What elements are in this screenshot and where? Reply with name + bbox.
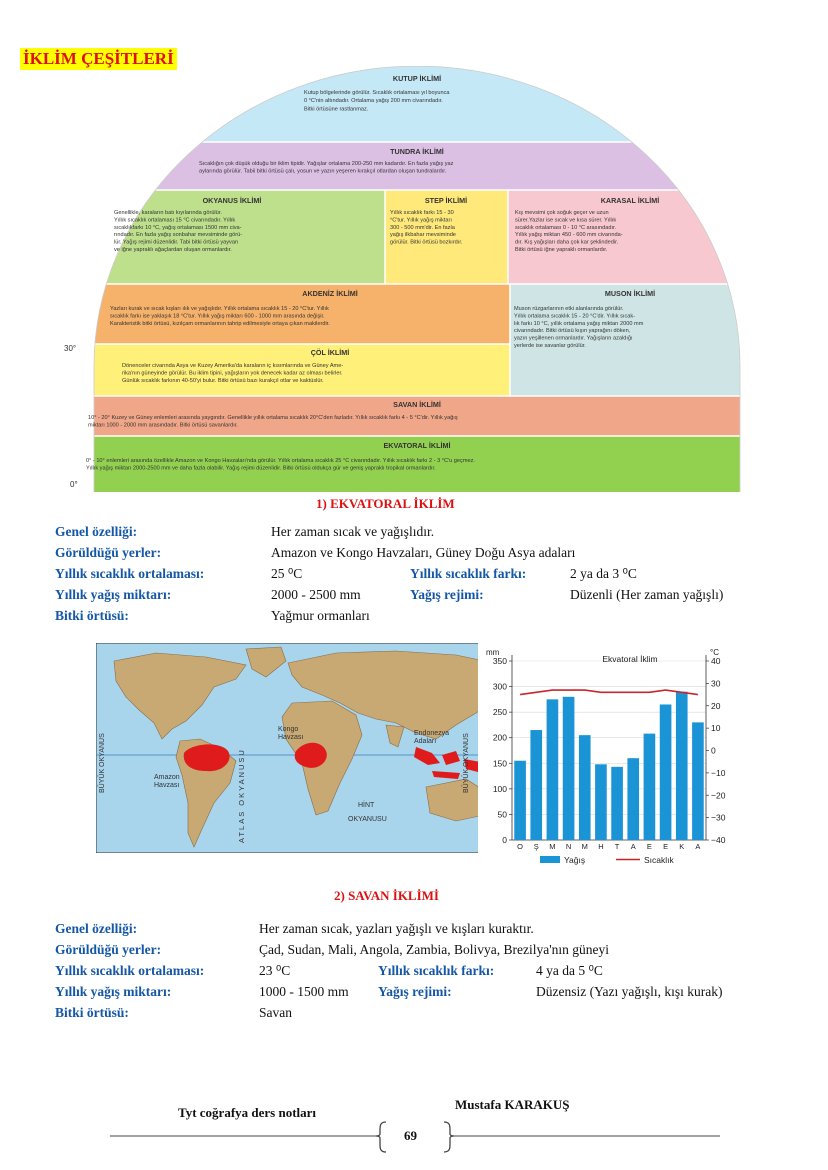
lat-label-0: 0° [70,480,78,489]
bar-yagis-10 [676,692,688,840]
world-map [96,643,500,853]
s2-sicaklik-value: 23 ⁰C [259,963,291,978]
zone-text-1-0: Sıcaklığın çok düşük olduğu bir iklim tipidir. Yağışlar ortalama 200-250 mm kadardır. En fazla yağış yaz [199,161,454,167]
zone-text-0-2: Bitki örtüsüne rastlanmaz. [304,106,369,113]
s2-rejim-value: Düzensiz (Yazı yağışlı, kışı kurak) [536,984,723,999]
amazon-region [184,744,230,771]
zone-text-3-3: yağış ilkbahar mevsiminde [390,232,456,239]
footer-author: Mustafa KARAKUŞ [455,1097,570,1112]
footer-course-name: Tyt coğrafya ders notları [178,1105,317,1120]
x-tick-label: N [565,842,572,851]
bar-yagis-1 [530,730,542,840]
zone-text-3-4: görülür. Bitki örtüsü bozkırdır. [390,239,463,246]
x-tick-label: A [695,842,701,851]
x-tick-label: K [679,842,685,851]
zone-text-2-5: ve iğne yapraklı ağaçlardan oluşan ormanlardır. [114,247,232,253]
zone-text-6-4: yazın yeşillenen ormanlardır. Yağışların azaldığı [514,335,633,342]
s1-rejim-value: Düzenli (Her zaman yağışlı) [570,587,724,602]
left-tick-label: 0 [502,835,507,845]
right-tick-label: −20 [711,790,726,801]
climate-dome-diagram [82,66,752,492]
section1-heading: 1) EKVATORAL İKLİM [316,496,455,511]
bar-yagis-5 [595,764,607,840]
lat-label-30: 30° [64,344,77,353]
zone-text-8-0: 10° - 20° Kuzey ve Güney enlemleri arasında yaygındır. Genellikle yıllık ortalama sıcaklık 20°C'den fazladır. Yıllık sıcaklık farkı 4 - 5 °C'dir. Yıllık yağış [88,415,458,421]
zone-text-0-1: 0 °C'nin altındadır. Ortalama yağış 200 mm civarındadır. [304,98,443,105]
s2-yer-value: Çad, Sudan, Mali, Angola, Zambia, Bolivya, Brezilya'nın güneyi [259,942,609,957]
s2-sicaklik-label: Yıllık sıcaklık ortalaması: [55,963,205,978]
s1-fark-value: 2 ya da 3 ⁰C [570,566,637,581]
left-tick-label: 200 [492,732,507,743]
x-tick-label: E [663,842,669,851]
zone-text-4-0: Kış mevsimi çok soğuk geçer ve uzun [515,210,609,216]
zone-text-2-3: rındadır. En fazla yağış sonbahar mevsiminde görü- [114,232,243,239]
zone-text-5-1: sıcaklık farkı ise yaklaşık 18 °C'tur. Yıllık yağış miktarı 600 - 1000 mm arasında değişir. [110,313,325,320]
x-tick-label: H [598,842,604,851]
bar-yagis-11 [692,722,704,840]
zone-text-6-0: Muson rüzgarlarının etki alanlarında görülür. [514,306,624,312]
map-label-hint-2: OKYANUSU [348,816,387,823]
climograph-chart [478,643,733,873]
zone-text-2-0: Genellikle, karaların batı kıyılarında görülür. [114,210,222,216]
map-label-kongo-2: Havzası [278,734,304,741]
s1-yagis-value: 2000 - 2500 mm [271,587,361,602]
right-tick-label: −10 [711,767,726,778]
bar-yagis-9 [660,704,672,840]
s1-yer-value: Amazon ve Kongo Havzaları, Güney Doğu Asya adaları [271,545,576,560]
zone-text-2-1: Yıllık sıcaklık ortalaması 15 °C civarındadır. Yıllık [114,217,236,224]
s2-genel-label: Genel özelliği: [55,921,138,936]
s1-genel-value: Her zaman sıcak ve yağışlıdır. [271,524,435,539]
map-label-amazon-2: Havzası [154,782,180,789]
left-tick-label: 300 [492,681,507,692]
zone-text-6-2: lık farkı 10 °C, yıllık ortalama yağış miktarı 2000 mm [514,320,644,327]
map-label-kongo-1: Kongo [278,726,299,733]
s1-fark-label: Yıllık sıcaklık farkı: [410,566,527,581]
zone-text-4-2: sıcaklık ortalaması 0 - 10 °C arasındadır. [515,224,617,231]
left-tick-label: 150 [492,758,507,769]
zone-title-1: TUNDRA İKLİMİ [390,147,444,156]
zone-title-6: MUSON İKLİMİ [604,289,656,298]
right-tick-label: 30 [711,678,721,689]
zone-text-3-2: 300 - 500 mm'dir. En fazla [390,224,455,231]
s2-yagis-value: 1000 - 1500 mm [259,984,349,999]
x-tick-label: E [646,842,652,851]
zone-text-4-3: Yıllık yağış miktarı 450 - 600 mm civarında- [515,232,623,239]
s1-yer-label: Görüldüğü yerler: [55,545,162,560]
bar-yagis-6 [611,767,623,840]
s2-yer-label: Görüldüğü yerler: [55,942,162,957]
section2-heading: 2) SAVAN İKLİMİ [334,888,439,903]
map-label-endonezya-1: Endonezya [414,730,450,737]
s2-bitki-value: Savan [259,1005,292,1020]
zone-text-7-2: Günlük sıcaklık farkının 40-50'yi bulur. Bitki örtüsü bazı kurakçıl otlar ve kaktüslür. [122,377,324,384]
x-tick-label: O [517,842,524,851]
bar-yagis-2 [547,699,559,840]
zone-text-1-1: aylarında görülür. Tabii bitki örtüsü çalı, yosun ve yazın yeşeren kırakçıl otlardan oluşan tundralardır. [199,168,447,175]
left-tick-label: 50 [497,809,507,820]
left-unit: mm [486,648,500,657]
s1-sicaklik-label: Yıllık sıcaklık ortalaması: [55,566,205,581]
left-tick-label: 350 [492,656,507,666]
zone-text-6-1: Yıllık ortalama sıcaklık 15 - 20 °C'dir. Yıllık sıcak- [514,313,636,320]
right-tick-label: 40 [711,656,721,666]
zone-text-2-2: sıcaklıkfarkı 10 °C, yağış ortalaması 1500 mm civa- [114,224,242,231]
s1-yagis-label: Yıllık yağış miktarı: [55,587,172,602]
x-tick-label: Ş [533,842,539,851]
zone-text-7-1: rika'nın güneyinde görülür. Bu iklim tipini, yağışların yok denecek kadar az olması belirler. [122,370,343,377]
map-label-amazon-1: Amazon [154,774,180,781]
right-tick-label: 0 [711,745,716,756]
s1-bitki-label: Bitki örtüsü: [55,608,129,623]
s2-yagis-label: Yıllık yağış miktarı: [55,984,172,999]
zone-text-3-0: Yıllık sıcaklık farkı 15 - 30 [390,210,454,216]
zone-text-3-1: °C'tur. Yıllık yağış miktarı [390,217,452,224]
x-tick-label: M [549,842,556,851]
zone-text-4-5: Bitki örtüsü iğne yapraklı ormanlardır. [515,247,608,253]
map-label-hint-1: HİNT [358,802,375,809]
map-label-atlas-okyanusu: ATLAS OKYANUSU [237,748,246,843]
map-label-buyuk-okyanus-left: BÜYÜK OKYANUS [99,733,106,793]
footer-page-number: 69 [404,1128,417,1143]
zone-title-2: OKYANUS İKLİMİ [202,196,262,205]
zone-text-8-1: miktarı 1000 - 2000 mm arasındadır. Bitki örtüsü savanlardır. [88,422,238,429]
chart-title: Ekvatoral İklim [602,654,658,664]
map-label-buyuk-okyanus-right: BÜYÜK OKYANUS [463,733,470,793]
s2-genel-value: Her zaman sıcak, yazları yağışlı ve kışları kuraktır. [259,921,534,936]
right-tick-label: −30 [711,812,726,823]
right-tick-label: −40 [711,835,726,845]
legend-label-yagis: Yağış [564,855,586,865]
s2-bitki-label: Bitki örtüsü: [55,1005,129,1020]
page-title: İKLİM ÇEŞİTLERİ [20,48,177,70]
zone-text-6-3: civarındadır. Bitki örtüsü kışın yaprağını döken, [514,328,631,335]
left-tick-label: 250 [492,707,507,718]
s2-fark-label: Yıllık sıcaklık farkı: [378,963,495,978]
x-tick-label: T [614,842,620,851]
zone-title-5: AKDENİZ İKLİMİ [302,289,358,298]
zone-text-0-0: Kutup bölgelerinde görülür. Sıcaklık ortalaması yıl boyunca [304,90,450,96]
map-label-endonezya-2: Adaları [414,738,437,745]
zone-text-5-0: Yazları kurak ve sıcak kışları ılık ve yağışlıdır. Yıllık ortalama sıcaklık 15 - 20 °C'tur. Yıllık [110,306,329,312]
x-tick-label: M [581,842,588,851]
s1-bitki-value: Yağmur ormanları [271,608,370,623]
s1-rejim-label: Yağış rejimi: [410,587,484,602]
zone-title-0: KUTUP İKLİMİ [392,74,442,83]
zone-text-5-2: Karakteristik bitki örtüsü, kızılçam ormanlarının tahrip edilmesiyle ortaya çıkan makilerdir. [110,320,330,327]
x-tick-label: A [630,842,636,851]
zone-text-2-4: lür. Yağış rejimi düzenlidir. Tabi bitki örtüsü yayvan [114,239,239,246]
zone-text-4-1: sürer.Yazlar ise sıcak ve kısa sürer. Yıllık [515,217,617,224]
legend-swatch-yagis [540,856,560,863]
right-unit: °C [710,648,719,657]
left-tick-label: 100 [492,783,507,794]
bar-yagis-0 [514,761,526,840]
bar-yagis-4 [579,735,591,840]
zone-title-3: STEP İKLİMİ [424,196,468,205]
zone-title-4: KARASAL İKLİMİ [600,196,660,205]
zone-text-9-1: Yıllık yağış miktarı 2000-2500 mm ve daha fazla olabilir. Yağış rejimi düzenlidir. Bitki örtüsü oldukça gür ve geniş yapraklı tropikal ormanlardır. [86,465,436,472]
s2-rejim-label: Yağış rejimi: [378,984,452,999]
zone-text-7-0: Dönenceler civarında Asya ve Kuzey Amerika'da karaların iç kısımlarında ve Güney Ame- [122,363,344,369]
zone-title-9: EKVATORAL İKLİMİ [383,441,451,450]
right-tick-label: 20 [711,700,721,711]
s1-sicaklik-value: 25 ⁰C [271,566,303,581]
right-tick-label: 10 [711,723,721,734]
zone-title-8: SAVAN İKLİMİ [393,400,441,409]
zone-text-9-0: 0° - 10° enlemleri arasında özellikle Amazon ve Kongo Havzaları'nda görülür. Yıllık ortalama sıcaklık 25 °C civarındadır. Yıllık sıcaklık farkı 2 - 3 °C'u geçmez. [86,458,475,464]
bar-yagis-8 [644,734,656,840]
zone-text-6-5: yerlerde ise savanlar görülür. [514,343,586,349]
zone-text-4-4: dır. Kış yağışları daha çok kar şeklindedir. [515,239,619,246]
s2-fark-value: 4 ya da 5 ⁰C [536,963,603,978]
s1-genel-label: Genel özelliği: [55,524,138,539]
bar-yagis-3 [563,697,575,840]
legend-label-sicaklik: Sıcaklık [644,855,674,865]
zone-title-7: ÇÖL İKLİMİ [310,348,350,357]
bar-yagis-7 [627,758,639,840]
